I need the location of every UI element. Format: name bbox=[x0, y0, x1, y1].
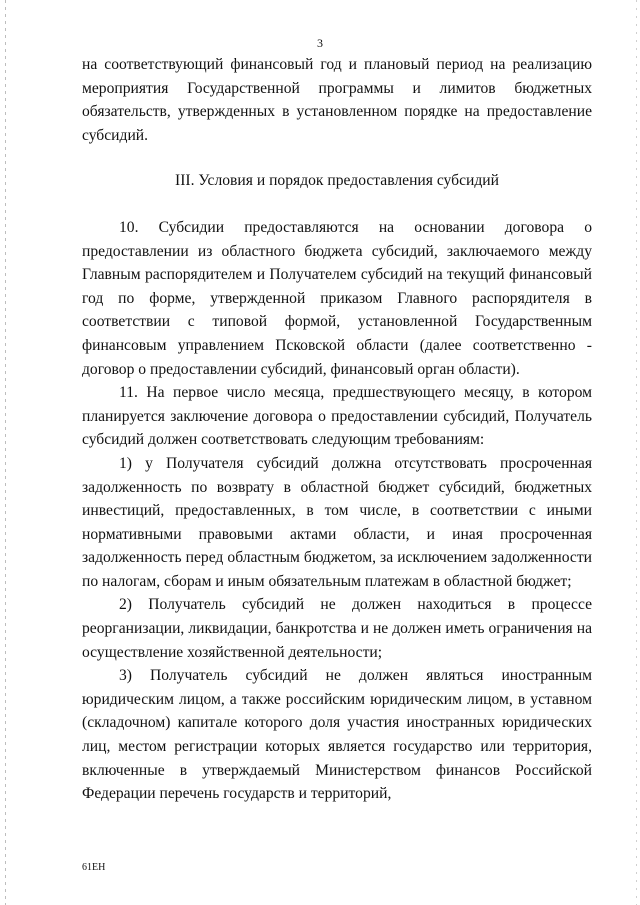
paragraph-11: 11. На первое число месяца, предшествующего месяцу, в котором планируется заключение договора о предоставлении субсидий, Получатель субсидий должен соответствовать следующим требованиям: bbox=[82, 384, 592, 449]
document-body bbox=[82, 53, 592, 806]
requirement-3: 3) Получатель субсидий не должен являться иностранным юридическим лицом, а также российским юридическим лицом, в уставном (складочном) капитале которого доля участия иностранных юридических лиц, местом регистрации которых является государство или территория, включенные в утверждаемый Министерством финансов Российской Федерации перечень государств и территорий, bbox=[82, 667, 592, 803]
scan-edge-left bbox=[5, 0, 6, 905]
paragraph-10: 10. Субсидии предоставляются на основании договора о предоставлении из областного бюджета субсидий, заключаемого между Главным распорядителем и Получателем субсидий на текущий финансовый год по форме, утвержденной приказом Главного распорядителя в соответствии с типовой формой, установленной Государственным финансовым управлением Псковской области (далее соответственно - договор о предоставлении субсидий, финансовый орган области). bbox=[82, 218, 592, 378]
footer-code: 61ЕН bbox=[82, 862, 106, 873]
requirement-1: 1) у Получателя субсидий должна отсутствовать просроченная задолженность по возврату в областной бюджет субсидий, бюджетных инвестиций, предоставленных, в том числе, в соответствии с иными нормативными правовыми актами области, и иная просроченная задолженность перед областным бюджетом, за исключением задолженности по налогам, сборам и иным обязательным платежам в областной бюджет; bbox=[82, 454, 592, 590]
page-number: 3 bbox=[317, 36, 323, 50]
scan-edge-right bbox=[636, 0, 637, 905]
section-heading: III. Условия и порядок предоставления субсидий bbox=[175, 172, 499, 190]
intro-paragraph: на соответствующий финансовый год и плановый период на реализацию мероприятия Государственной программы и лимитов бюджетных обязательств, утвержденных в установленном порядке на предоставление субсидий. bbox=[82, 56, 592, 144]
requirement-2: 2) Получатель субсидий не должен находиться в процессе реорганизации, ликвидации, банкротства и не должен иметь ограничения на осуществление хозяйственной деятельности; bbox=[82, 596, 592, 661]
